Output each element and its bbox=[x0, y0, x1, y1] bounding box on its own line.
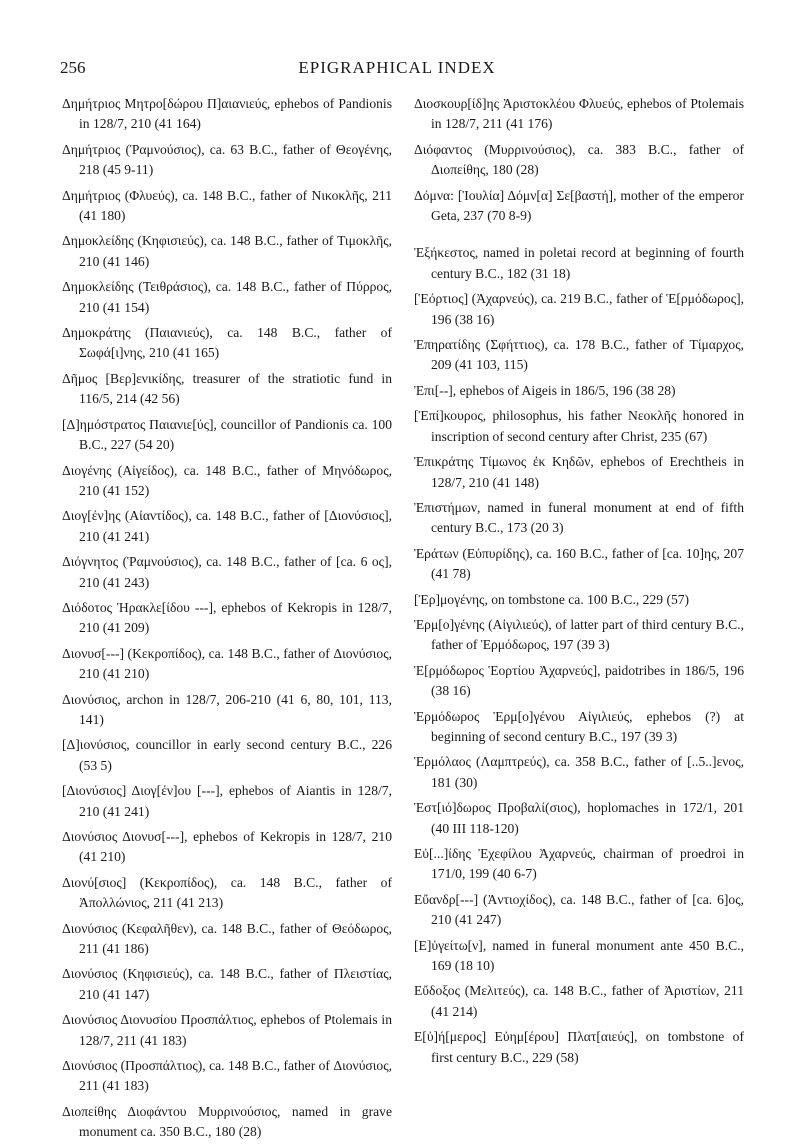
page-number: 256 bbox=[60, 58, 86, 77]
index-entry: Δόμνα: [Ἰουλία] Δόμν[α] Σε[βαστή], mother of the emperor Geta, 237 (70 8-9) bbox=[414, 187, 744, 224]
index-entry: [Δ]ημόστρατος Παιανιε[ύς], councillor of Pandionis ca. 100 B.C., 227 (54 20) bbox=[62, 416, 392, 453]
index-entry: Ἑ[ρμόδωρος Ἑορτίου Ἀχαρνεύς], paidotribes in 186/5, 196 (38 16) bbox=[414, 662, 744, 699]
index-entry: Δημήτριος Μητρο[δώρου Π]αιανιεύς, ephebos of Pandionis in 128/7, 210 (41 164) bbox=[62, 96, 392, 132]
page-header bbox=[60, 58, 734, 82]
index-entry: Δημήτριος (Φλυεύς), ca. 148 B.C., father of Νικοκλῆς, 211 (41 180) bbox=[62, 187, 392, 224]
index-entry: Εὐ[...]ίδης Ἐχεφίλου Ἀχαρνεύς, chairman of proedroi in 171/0, 199 (40 6-7) bbox=[414, 846, 744, 882]
index-entry: Διονύσιος (Κεφαλῆθεν), ca. 148 B.C., father of Θεόδωρος, 211 (41 186) bbox=[62, 920, 392, 957]
index-entry: Ἑρμόλαος (Λαμπτρεύς), ca. 358 B.C., father of [..5..]ενος, 181 (30) bbox=[414, 754, 744, 790]
index-entry: Ε[ὐ]ή[μερος] Εὐημ[έρου] Πλατ[αιεύς], on tombstone of first century B.C., 229 (58) bbox=[414, 1029, 744, 1065]
index-entry: Ἑρμ[ο]γένης (Αἰγιλιεύς), of latter part of third century B.C., father of Ἑρμόδωρος, 197 (39 3) bbox=[414, 616, 744, 653]
index-entry: Διόδοτος Ἡρακλε[ίδου ---], ephebos of Kekropis in 128/7, 210 (41 209) bbox=[62, 599, 392, 636]
index-entry: Διονυσ[---] (Κεκροπίδος), ca. 148 B.C., father of Διονύσιος, 210 (41 210) bbox=[62, 645, 392, 682]
index-entry: Δημοκλείδης (Κηφισιεύς), ca. 148 B.C., father of Τιμοκλῆς, 210 (41 146) bbox=[62, 233, 392, 269]
index-entry: Διονύσιος Διονυσίου Προσπάλτιος, ephebos of Ptolemais in 128/7, 211 (41 183) bbox=[62, 1012, 392, 1048]
index-entry: Δημήτριος (Ῥαμνούσιος), ca. 63 B.C., father of Θεογένης, 218 (45 9-11) bbox=[62, 141, 392, 178]
index-entry: Δημοκλείδης (Τειθράσιος), ca. 148 B.C., father of Πύρρος, 210 (41 154) bbox=[62, 279, 392, 315]
index-entry: [Ἐρ]μογένης, on tombstone ca. 100 B.C., 229 (57) bbox=[414, 591, 690, 607]
index-entry: Διοπείθης Διοφάντου Μυρρινούσιος, named in grave monument ca. 350 B.C., 180 (28) bbox=[62, 1103, 392, 1140]
running-head: EPIGRAPHICAL INDEX bbox=[298, 58, 496, 77]
index-entry: Διονύ[σιος] (Κεκροπίδος), ca. 148 B.C., father of Ἀπολλώνιος, 211 (41 213) bbox=[62, 874, 392, 911]
right-column bbox=[414, 94, 744, 1073]
index-entry: Διόγνητος (Ῥαμνούσιος), ca. 148 B.C., father of [ca. 6 ος], 210 (41 243) bbox=[62, 554, 392, 590]
index-entry: Ἑρμόδωρος Ἑρμ[ο]γένου Αἰγιλιεύς, ephebos (?) at beginning of second century B.C., 197 (39 3) bbox=[414, 708, 744, 744]
index-entry: Ἐπικράτης Τίμωνος ἐκ Κηδῶν, ephebos of Erechtheis in 128/7, 210 (41 148) bbox=[414, 454, 744, 490]
index-entry: Διονύσιος (Προσπάλτιος), ca. 148 B.C., father of Διονύσιος, 211 (41 183) bbox=[62, 1058, 392, 1094]
index-entry: Δῆμος [Βερ]ενικίδης, treasurer of the stratiotic fund in 116/5, 214 (42 56) bbox=[62, 370, 392, 407]
index-entry: Διονύσιος Διονυσ[---], ephebos of Kekropis in 128/7, 210 (41 210) bbox=[62, 829, 392, 865]
index-entry: [Ε]ὐγείτω[ν], named in funeral monument ante 450 B.C., 169 (18 10) bbox=[414, 937, 744, 974]
index-entry: Δημοκράτης (Παιανιεύς), ca. 148 B.C., father of Σωφά[ι]νης, 210 (41 165) bbox=[62, 325, 392, 361]
index-entry: Διονύσιος (Κηφισιεύς), ca. 148 B.C., father of Πλειστίας, 210 (41 147) bbox=[62, 966, 392, 1002]
index-entry: Ἐπι[--], ephebos of Aigeis in 186/5, 196 (38 28) bbox=[414, 382, 676, 398]
index-entry: Διοσκουρ[ίδ]ης Ἀριστοκλέου Φλυεύς, ephebos of Ptolemais in 128/7, 211 (41 176) bbox=[414, 96, 744, 132]
index-entry: Εὔδοξος (Μελιτεύς), ca. 148 B.C., father of Ἀριστίων, 211 (41 214) bbox=[414, 983, 744, 1019]
index-entry: Ἑστ[ιό]δωρος Προβαλί(σιος), hoplomaches in 172/1, 201 (40 III 118-120) bbox=[414, 800, 744, 836]
index-entry: [Ἑόρτιος] (Ἀχαρνεύς), ca. 219 B.C., father of Ἑ[ρμόδωρος], 196 (38 16) bbox=[414, 291, 744, 327]
index-entry: Ἐπηρατίδης (Σφήττιος), ca. 178 B.C., father of Τίμαρχος, 209 (41 103, 115) bbox=[414, 337, 744, 373]
index-entry: Ἐξήκεστος, named in poletai record at beginning of fourth century B.C., 182 (31 18) bbox=[414, 245, 744, 281]
index-entry: Διογ[έν]ης (Αἰαντίδος), ca. 148 B.C., father of [Διονύσιος], 210 (41 241) bbox=[62, 508, 392, 544]
left-column bbox=[62, 94, 392, 1148]
index-entry: [Δ]ιονύσιος, councillor in early second century B.C., 226 (53 5) bbox=[62, 737, 392, 773]
index-entry: Διονύσιος, archon in 128/7, 206-210 (41 6, 80, 101, 113, 141) bbox=[62, 691, 392, 727]
index-entry: Ἐπιστήμων, named in funeral monument at end of fifth century B.C., 173 (20 3) bbox=[414, 499, 744, 536]
index-entry: Διόφαντος (Μυρρινούσιος), ca. 383 B.C., father of Διοπείθης, 180 (28) bbox=[414, 141, 744, 178]
index-entry: Ἐράτων (Εὐπυρίδης), ca. 160 B.C., father of [ca. 10]ης, 207 (41 78) bbox=[414, 545, 744, 582]
index-entry: Διογένης (Αἰγείδος), ca. 148 B.C., father of Μηνόδωρος, 210 (41 152) bbox=[62, 462, 392, 498]
index-entry: Εὔανδρ[---] (Ἀντιοχίδος), ca. 148 B.C., father of [ca. 6]ος, 210 (41 247) bbox=[414, 891, 744, 928]
index-entry: [Ἐπί]κουρος, philosophus, his father Νεοκλῆς honored in inscription of second century after Christ, 235 (67) bbox=[414, 408, 744, 444]
section-gap bbox=[414, 231, 744, 243]
index-entry: [Διονύσιος] Διογ[έν]ου [---], ephebos of Aiantis in 128/7, 210 (41 241) bbox=[62, 783, 392, 819]
